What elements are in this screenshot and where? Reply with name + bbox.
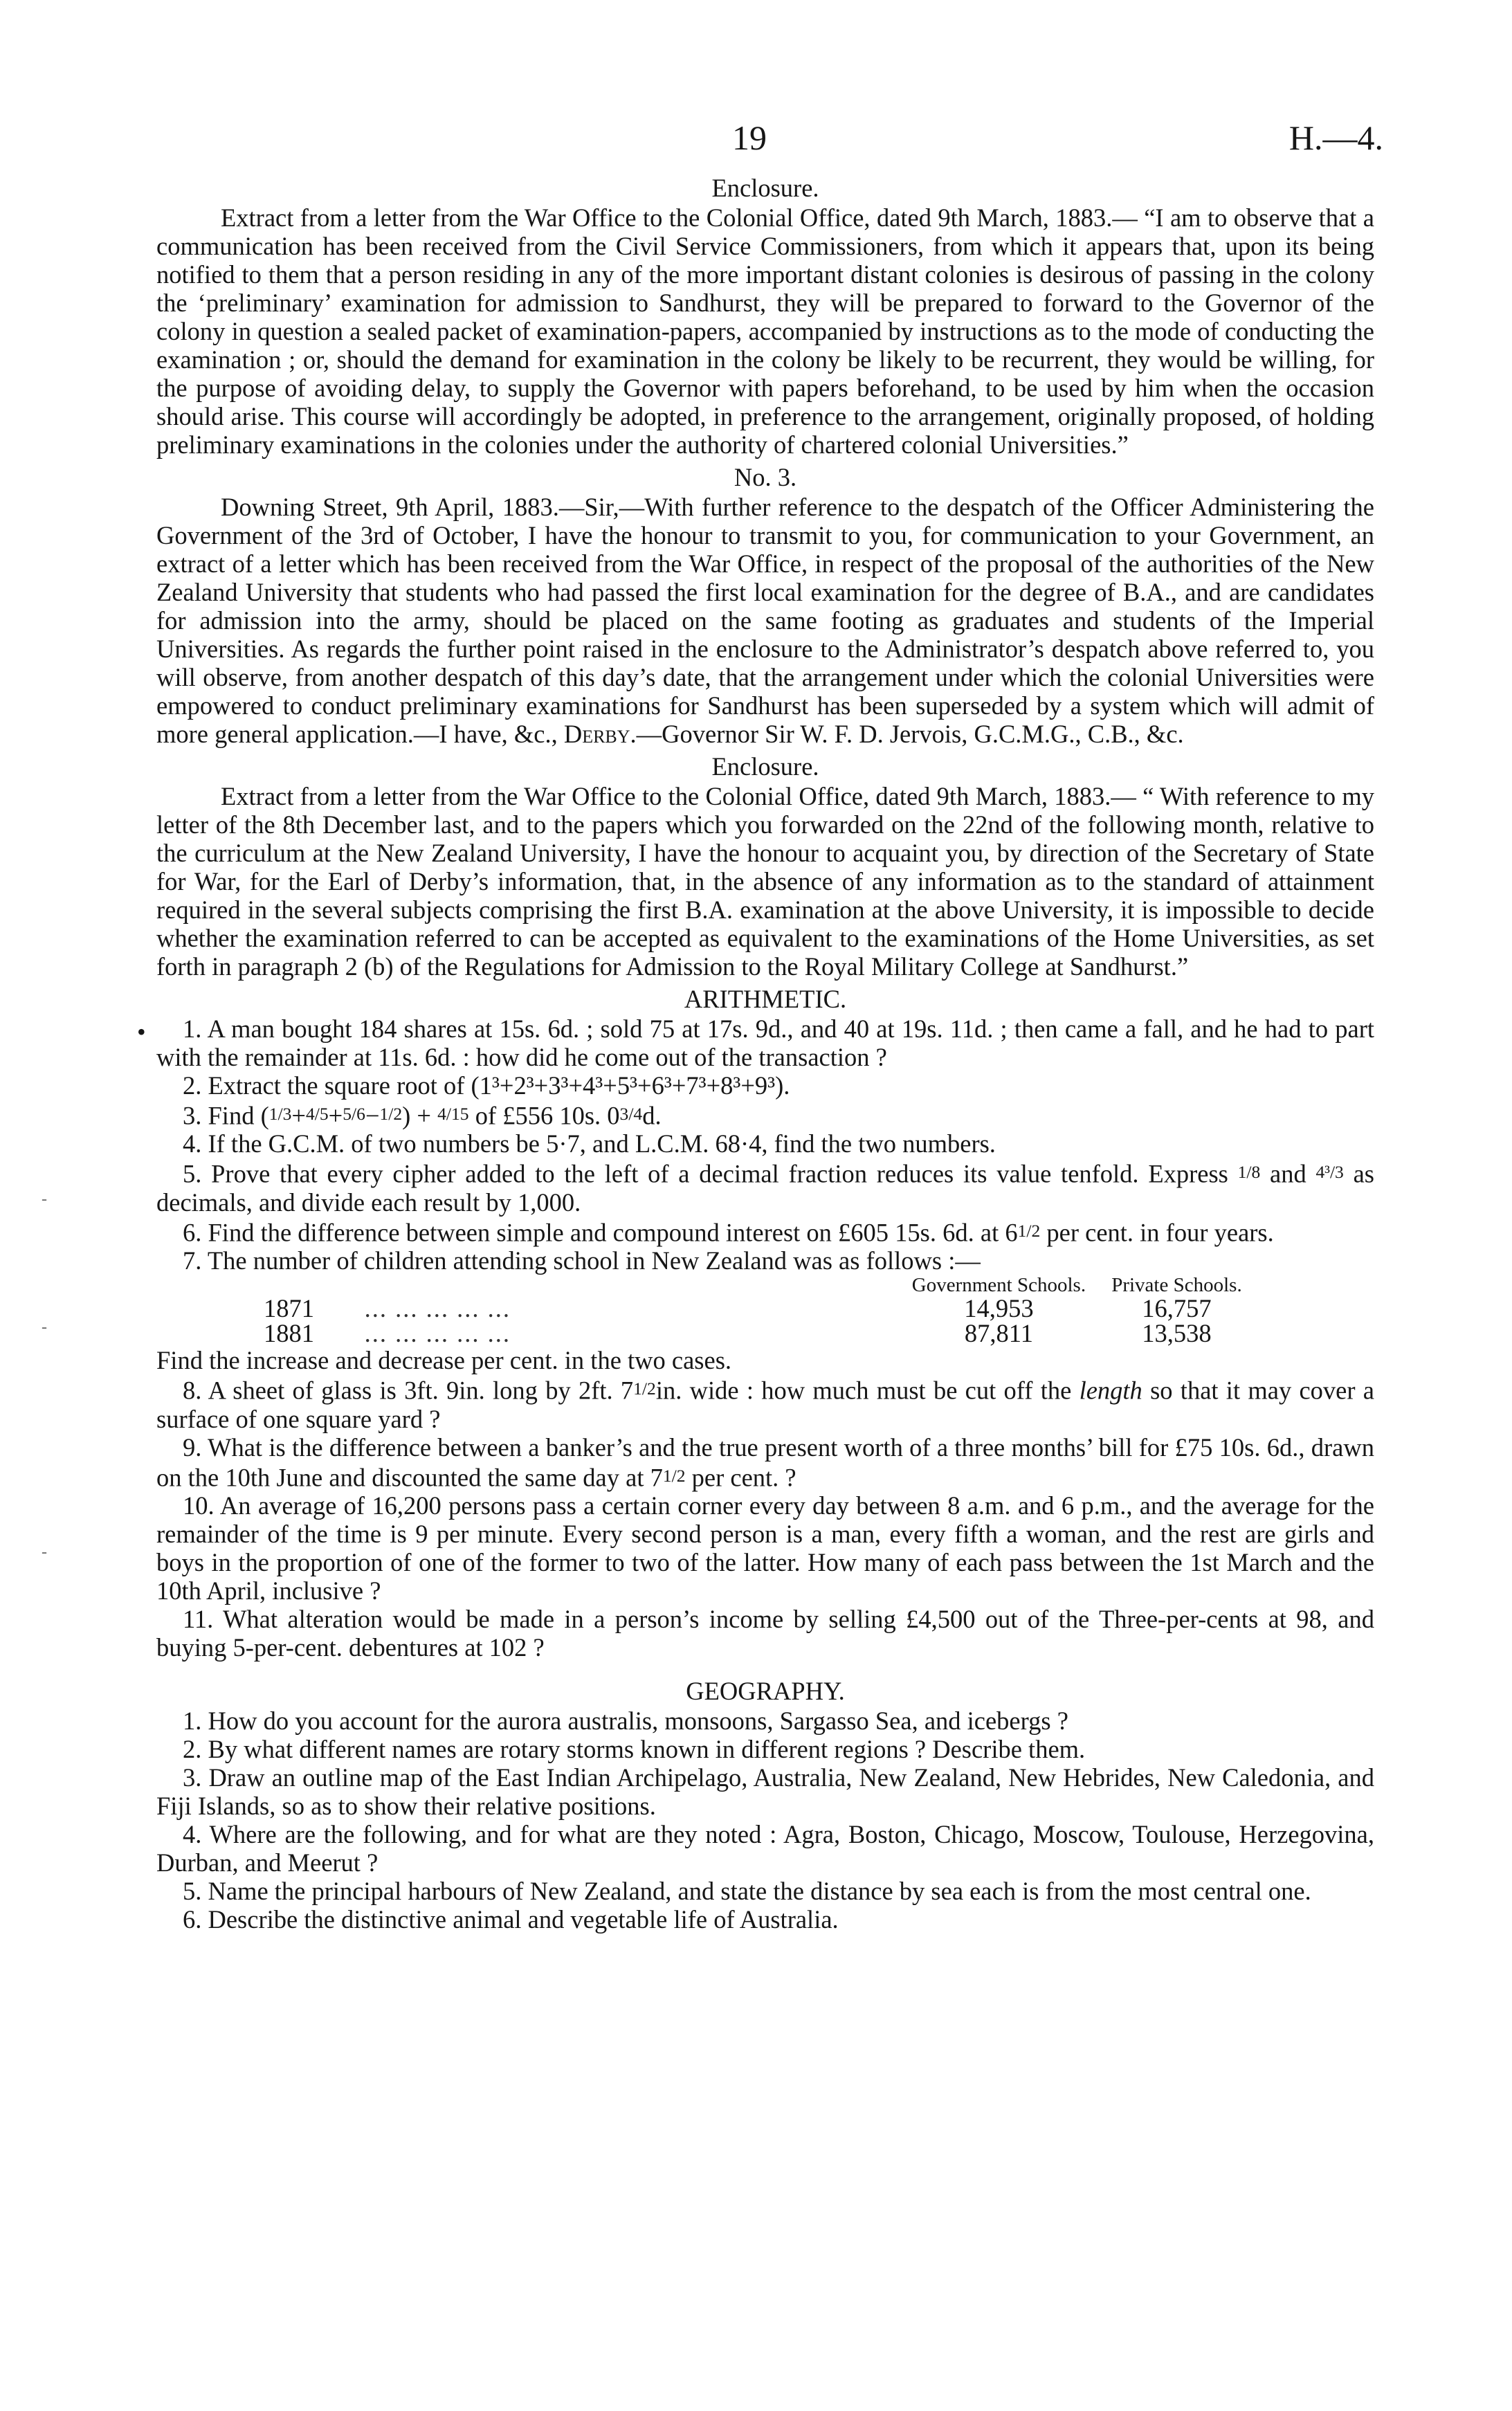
- arithmetic-heading: ARITHMETIC.: [684, 985, 847, 1013]
- question-10: 10. An average of 16,200 persons pass a certain corner every day between 8 a.m. and 6 p.m., and the average for the remainder of the time is 9 per minute. Every second person is a man, every fifth a woman, and the rest are girls and boys in the proportion of one of the former to two of the latter. How many of each pass between the 1st March and the 10th April, inclusive ?: [156, 1491, 1374, 1605]
- geography-heading: GEOGRAPHY.: [686, 1676, 845, 1705]
- fraction: 1/8: [1237, 1162, 1261, 1183]
- geography-question-4: 4. Where are the following, and for what are they noted : Agra, Boston, Chicago, Moscow, Toulouse, Herzegovina, Durban, and Meerut ?: [156, 1819, 1374, 1877]
- column-header-government: Government Schools.: [911, 1274, 1086, 1297]
- fraction: 4³/3: [1315, 1162, 1344, 1183]
- q8-text: so that it may cover a surface of one square yard ?: [156, 1376, 1374, 1433]
- question-8: [156, 1374, 1374, 1432]
- question-9: [156, 1433, 1374, 1491]
- enclosure-paragraph: Extract from a letter from the War Office to the Colonial Office, dated 9th March, 1883.— “I am to observe that a communication has been received from the Civil Service Commissioners, from which it appears that, upon its being notified to them that a person residing in any of the more important distant colonies is desirous of passing in the colony the ‘preliminary’ examination for admission to Sandhurst, they will be prepared to forward to the Governor of the colony in question a sealed packet of examination-papers, accompanied by instructions as to the mode of conducting the examination ; or, should the demand for examination in the colony be likely to be recurrent, they would be willing, for the purpose of avoiding delay, to supply the Governor with papers beforehand, to be used by him when the occasion should arise. This course will accordingly be adopted, in preference to the arrangement, originally proposed, of holding preliminary examinations in the colonies under the authority of chartered colonial Universities.”: [156, 203, 1374, 459]
- geography-question-6: 6. Describe the distinctive animal and vegetable life of Australia.: [183, 1904, 839, 1934]
- margin-mark: -: [42, 1318, 47, 1336]
- q5-text: as decimals, and divide each result by 1,000.: [156, 1159, 1375, 1217]
- fraction: 4/15: [437, 1104, 469, 1124]
- fraction: 5/6: [343, 1104, 365, 1124]
- question-2: 2. Extract the square root of (1³+2³+3³+4³+5³+6³+7³+8³+9³).: [183, 1071, 790, 1100]
- document-body: [156, 170, 1374, 1934]
- geography-question-5: 5. Name the principal harbours of New Zealand, and state the distance by sea each is from the most central one.: [183, 1876, 1311, 1905]
- section-heading: Enclosure.: [711, 174, 819, 202]
- question-7: 7. The number of children attending school in New Zealand was as follows :—: [183, 1246, 981, 1275]
- government-cell: 87,811: [964, 1319, 1033, 1348]
- question-6: [156, 1217, 1374, 1246]
- section-heading: Enclosure.: [711, 752, 819, 781]
- q9-text: per cent. ?: [685, 1462, 796, 1491]
- government-cell: 14,953: [964, 1294, 1034, 1323]
- despatch-paragraph: [156, 493, 1374, 748]
- question-5: [156, 1158, 1374, 1216]
- table-row: [156, 1321, 1264, 1346]
- section-heading: No. 3.: [734, 463, 797, 491]
- private-cell: 16,757: [1142, 1294, 1212, 1323]
- q3-text: of £556 10s. 0: [468, 1101, 620, 1130]
- table-header-cell: [156, 1275, 365, 1296]
- despatch-text: Downing Street, 9th April, 1883.—Sir,—With further reference to the despatch of the Officer Administering the Government of the 3rd of October, I have the honour to transmit to you, for communication to your Government, an extract of a letter which has been received from the War Office, in respect of the proposal of the authorities of the New Zealand University that students who had passed the first local examination for the degree of B.A., and are candidates for admission into the army, should be placed on the same footing as graduates and students of the Imperial Universities. As regards the further point raised in the enclosure to the Administrator’s despatch above referred to, you will observe, from another despatch of this day’s date, that the arrangement under which the colonial Universities were empowered to conduct preliminary examinations for Sandhurst has been superseded by a system which will admit of more general application.—I have, &c.,: [156, 493, 1374, 748]
- year-cell: 1881: [264, 1319, 314, 1348]
- fraction: 1/3: [268, 1104, 292, 1124]
- year-cell: 1871: [264, 1294, 314, 1323]
- geography-question-1: 1. How do you account for the aurora australis, monsoons, Sargasso Sea, and icebergs ?: [183, 1706, 1068, 1735]
- q3-text: 3. Find (: [183, 1101, 269, 1130]
- school-attendance-table: [156, 1275, 1264, 1346]
- geography-question-2: 2. By what different names are rotary storms known in different regions ? Describe them.: [183, 1734, 1086, 1763]
- despatch-closing: .—Governor Sir W. F. D. Jervois, G.C.M.G., C.B., &c.: [630, 720, 1184, 748]
- geography-question-3: 3. Draw an outline map of the East Indian Archipelago, Australia, New Zealand, New Hebrides, New Caledonia, and Fiji Islands, so as to show their relative positions.: [156, 1763, 1374, 1820]
- margin-bullet: •: [137, 1018, 146, 1046]
- leader-dots: ... ... ... ... ...: [364, 1319, 511, 1348]
- question-11: 11. What alteration would be made in a person’s income by selling £4,500 out of the Three-per-cents at 98, and buying 5-per-cent. debentures at 102 ?: [156, 1604, 1374, 1662]
- fraction: 1/2: [633, 1379, 656, 1399]
- signature: Derby: [563, 720, 630, 748]
- private-cell: 13,538: [1142, 1319, 1212, 1348]
- fraction: 1/2: [662, 1465, 686, 1486]
- margin-mark: -: [42, 1543, 47, 1561]
- fraction: 1/2: [379, 1104, 403, 1124]
- q9-text: 9. What is the difference between a banker’s and the true present worth of a three months’ bill for £75 10s. 6d., drawn on the 10th June and discounted the same day at 7: [156, 1432, 1374, 1491]
- column-header-private: Private Schools.: [1111, 1274, 1242, 1297]
- page-header: [0, 118, 1512, 166]
- question-4: 4. If the G.C.M. of two numbers be 5·7, and L.C.M. 68·4, find the two numbers.: [183, 1129, 996, 1158]
- page-number: 19: [732, 118, 767, 157]
- q8-text: 8. A sheet of glass is 3ft. 9in. long by 2ft. 7: [183, 1376, 634, 1405]
- q6-text: 6. Find the difference between simple and compound interest on £605 15s. 6d. at 6: [183, 1218, 1018, 1247]
- q5-text: 5. Prove that every cipher added to the left of a decimal fraction reduces its value tenfold. Express: [183, 1159, 1238, 1188]
- q3-text: d.: [642, 1101, 662, 1130]
- q5-text: and: [1260, 1159, 1316, 1188]
- question-1: 1. A man bought 184 shares at 15s. 6d. ; sold 75 at 17s. 9d., and 40 at 19s. 11d. ; then came a fall, and he had to part with the remainder at 11s. 6d. : how did he come out of the transaction ?: [156, 1015, 1374, 1071]
- emphasis: length: [1079, 1376, 1142, 1405]
- fraction: 4/5: [305, 1104, 329, 1124]
- q8-text: in. wide : how much must be cut off the: [655, 1376, 1080, 1405]
- table-header-cell: [365, 1275, 908, 1296]
- fraction: 1/2: [1017, 1220, 1041, 1241]
- table-header-row: [156, 1275, 1264, 1296]
- fraction: 3/4: [619, 1104, 643, 1124]
- q6-text: per cent. in four years.: [1040, 1218, 1274, 1247]
- question-3: 3. Find (1/3+4/5+5/6−1/2) + 4/15 of £556 10s. 03/4d.: [183, 1101, 662, 1130]
- document-reference: H.—4.: [1288, 118, 1383, 157]
- leader-dots: ... ... ... ... ...: [364, 1294, 511, 1323]
- margin-mark: -: [42, 1190, 47, 1208]
- question-7-continued: Find the increase and decrease per cent. in the two cases.: [156, 1346, 732, 1375]
- table-row: [156, 1296, 1264, 1321]
- enclosure-paragraph: Extract from a letter from the War Office to the Colonial Office, dated 9th March, 1883.— “ With reference to my letter of the 8th December last, and to the papers which you forwarded on the 22nd of the following month, relative to the curriculum at the New Zealand University, I have the honour to acquaint you, by direction of the Secretary of State for War, for the Earl of Derby’s information, that, in the absence of any information as to the standard of attainment required in the several subjects comprising the first B.A. examination at the above University, it is impossible to decide whether the examination referred to can be accepted as equivalent to the examinations of the Home Universities, as set forth in paragraph 2 (b) of the Regulations for Admission to the Royal Military College at Sandhurst.”: [156, 782, 1374, 981]
